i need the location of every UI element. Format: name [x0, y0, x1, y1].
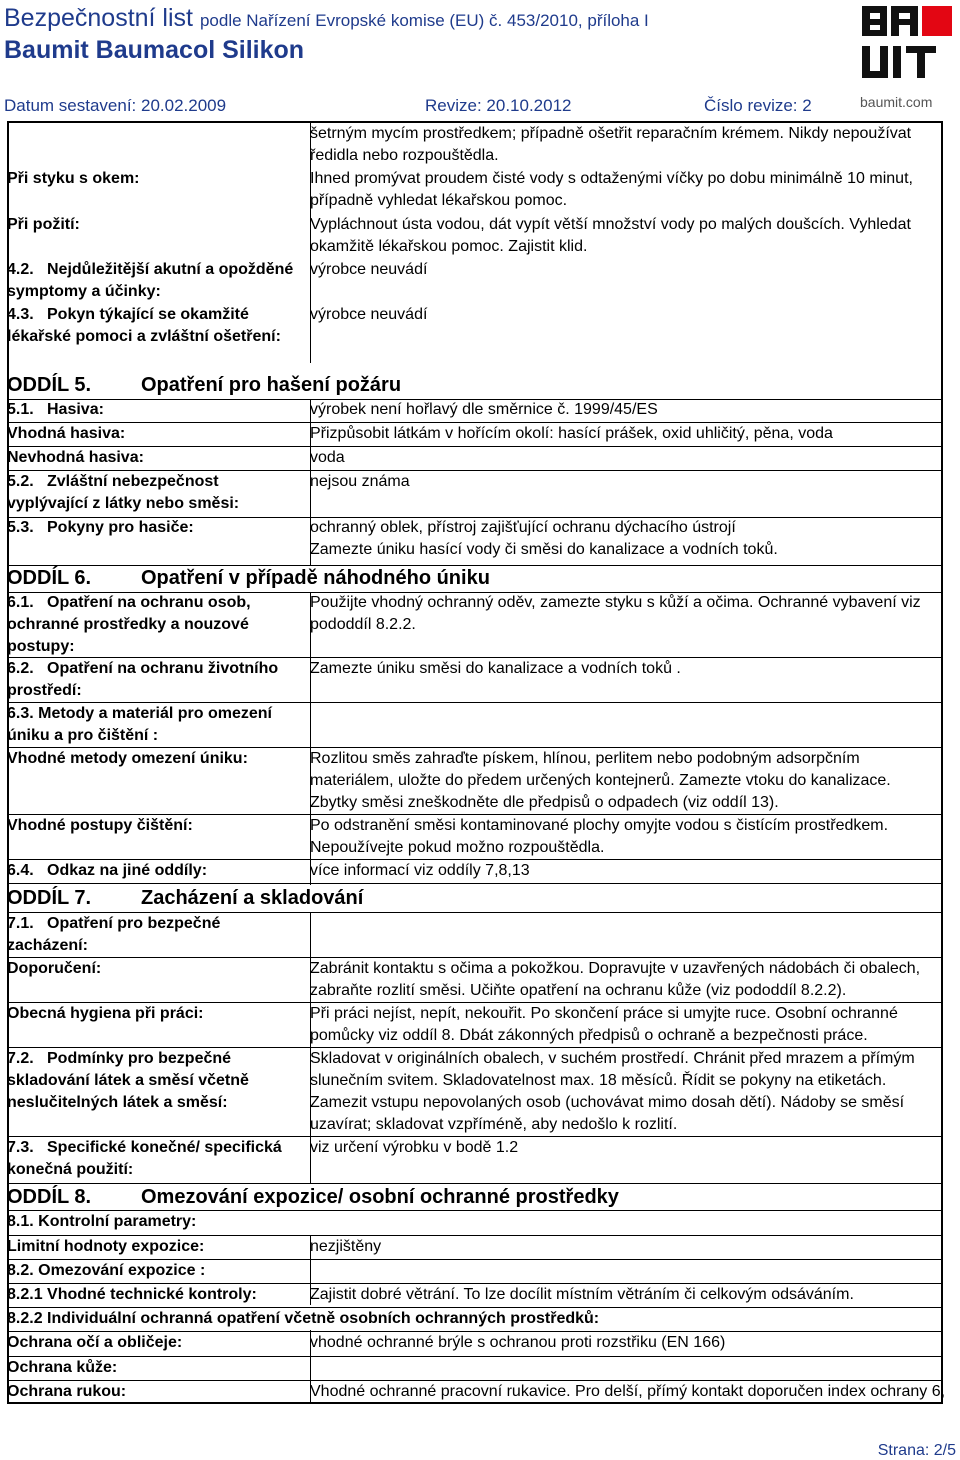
logo-website: baumit.com [860, 94, 933, 110]
eye-contact-label: Při styku s okem: [7, 170, 140, 187]
item-title: Opatření pro bezpečné zacházení: [7, 915, 221, 954]
hygiene-label: Obecná hygiena při práci: [7, 1005, 204, 1022]
medical-attention-value: výrobce neuvádí [310, 306, 428, 323]
other-sections-value: více informací viz oddíly 7,8,13 [310, 862, 530, 879]
item-number: 7.3. [7, 1139, 34, 1156]
item-title: Zvláštní nebezpečnost vyplývající z látky nebo směsi: [7, 473, 240, 512]
eye-contact-value: Ihned promývat proudem čisté vody s odtaženými víčky po dobu minimálně 10 minut, případně vyhledat lékařskou pomoc. [310, 170, 913, 209]
hand-protection-label: Ochrana rukou: [7, 1383, 127, 1400]
recommendation-label: Doporučení: [7, 960, 102, 977]
firefighter-advice-line-1: ochranný oblek, přístroj zajišťující ochranu dýchacího ústrojí [310, 519, 736, 536]
extinguishing-media-value: výrobek není hořlavý dle směrnice č. 1999/45/ES [310, 401, 658, 418]
ingestion-value: Vypláchnout ústa vodou, dát vypít větší množství vody po malých doušcích. Vyhledat okamžitě lékařskou pomoc. Zajistit klid. [310, 216, 911, 255]
containment-label: Vhodné metody omezení úniku: [7, 750, 248, 767]
item-title: Hasiva: [47, 401, 104, 418]
revision-date: Revize: 20.10.2012 [425, 96, 572, 115]
other-sections-label [7, 860, 297, 882]
storage-conditions-value: Skladovat v originálních obalech, v suchém prostředí. Chránit před mrazem a přímým slunečním svitem. Skladovatelnost max. 18 měsíců. Řídit se pokyny na etiketách. Zamezit vstupu nepovolaných osob (uchovávat mimo dosah dětí). Nádoby se směsí uzavírat; skladovat vzpříméně, aby nedošlo k rozlití. [310, 1050, 915, 1133]
exposure-limits-value: nezjištěny [310, 1238, 382, 1255]
ingestion-label: Při požití: [7, 216, 80, 233]
unsuitable-media-label: Nevhodná hasiva: [7, 449, 144, 466]
item-number: 7.2. [7, 1050, 34, 1067]
engineering-controls-label: 8.2.1 Vhodné technické kontroly: [7, 1286, 257, 1303]
safe-handling-label [7, 913, 297, 957]
containment-value: Rozlitou směs zahraďte pískem, hlínou, perlitem nebo podobným adsorpčním materiálem, uložte do předem určených kontejnerů. Zamezte vtoku do kanalizace. Zbytky směsi zneškodněte dle předpisů o odpadech (viz oddíl 13). [310, 750, 891, 811]
cleanup-label: Vhodné postupy čištění: [7, 817, 193, 834]
suitable-media-label: Vhodná hasiva: [7, 425, 126, 442]
suitable-media-value: Přizpůsobit látkám v hořícím okolí: hasící prášek, oxid uhličitý, pěna, voda [310, 425, 833, 442]
item-title: Pokyny pro hasiče: [47, 519, 194, 536]
item-title: Pokyn týkající se okamžité lékařské pomoci a zvláštní ošetření: [7, 306, 281, 345]
section-title: Zacházení a skladování [141, 887, 364, 909]
item-number: 5.1. [7, 401, 34, 418]
page-number: Strana: 2/5 [877, 1442, 956, 1459]
skin-protection-label: Ochrana kůže: [7, 1359, 118, 1376]
document-title [4, 4, 649, 33]
specific-end-use-label [7, 1137, 297, 1181]
item-number: 6.2. [7, 660, 34, 677]
section-title: Omezování expozice/ osobní ochranné prostředky [141, 1186, 619, 1208]
product-name: Baumit Baumacol Silikon [4, 36, 305, 64]
skin-contact-continued: šetrným mycím prostředkem; případně ošetřit reparačním krémem. Nikdy nepoužívat ředidla nebo rozpouštědla. [310, 125, 912, 164]
revision-number: Číslo revize: 2 [704, 96, 812, 115]
eye-protection-label: Ochrana očí a obličeje: [7, 1334, 183, 1351]
exposure-controls-heading: 8.2. Omezování expozice : [7, 1262, 206, 1279]
personal-precautions-label [7, 592, 297, 658]
section-number: ODDÍL 7. [7, 887, 92, 909]
section-5-heading [7, 373, 401, 397]
item-title: Specifické konečné/ specifická konečná použití: [7, 1139, 282, 1178]
control-parameters-heading: 8.1. Kontrolní parametry: [7, 1213, 197, 1230]
compilation-date: Datum sestavení: 20.02.2009 [4, 96, 227, 115]
unsuitable-media-value: voda [310, 449, 345, 466]
environmental-precautions-label [7, 658, 297, 702]
recommendation-value: Zabránit kontaktu s očima a pokožkou. Dopravujte v uzavřených nádobách či obalech, zabraňte rozlití směsi. Učiňte opatření na ochranu kůže (viz pododdíl 8.2.2). [310, 960, 921, 999]
firefighter-advice-value [310, 517, 930, 561]
eye-protection-value: vhodné ochranné brýle s ochranou proti rozstřiku (EN 166) [310, 1334, 726, 1351]
section-8-heading [7, 1185, 619, 1209]
exposure-limits-label: Limitní hodnoty expozice: [7, 1238, 205, 1255]
medical-attention-label [7, 304, 297, 348]
item-title: Podmínky pro bezpečné skladování látek a směsí včetně neslučitelných látek a směsí: [7, 1050, 249, 1111]
engineering-controls-value: Zajistit dobré větrání. To lze docílit místním větráním či celkovým odsáváním. [310, 1286, 854, 1303]
hygiene-value: Při práci nejíst, nepít, nekouřit. Po skončení práce si umyjte ruce. Osobní ochranné pomůcky viz oddíl 8. Dbát zákonných předpisů o ochraně a bezpečnosti práce. [310, 1005, 898, 1044]
extinguishing-media-label [7, 399, 297, 421]
section-7-heading [7, 886, 363, 910]
row-divider [7, 1183, 943, 1184]
section-title: Opatření v případě náhodného úniku [141, 567, 490, 589]
item-number: 5.3. [7, 519, 34, 536]
section-title: Opatření pro hašení požáru [141, 374, 402, 396]
item-title: Opatření na ochranu životního prostředí: [7, 660, 279, 699]
storage-conditions-label [7, 1048, 297, 1114]
environmental-precautions-value: Zamezte úniku směsi do kanalizace a vodních toků . [310, 660, 681, 677]
document-title-text: Bezpečnostní list [4, 4, 193, 32]
cleanup-value: Po odstranění směsi kontaminované plochy omyjte vodou s čistícím prostředkem. Nepoužívejte pokud možno rozpouštědla. [310, 817, 889, 856]
item-title: Nejdůležitější akutní a opožděné symptomy a účinky: [7, 261, 294, 300]
symptoms-label [7, 259, 297, 303]
item-number: 4.2. [7, 261, 34, 278]
item-number: 6.1. [7, 594, 34, 611]
individual-protection-heading: 8.2.2 Individuální ochranná opatření včetně osobních ochranných prostředků: [7, 1310, 600, 1327]
personal-precautions-value: Použijte vhodný ochranný oděv, zamezte styku s kůží a očima. Ochranné vybavení viz pododdíl 8.2.2. [310, 594, 921, 633]
item-number: 4.3. [7, 306, 34, 323]
section-6-heading [7, 566, 490, 590]
item-number: 5.2. [7, 473, 34, 490]
firefighter-advice-label [7, 517, 297, 539]
firefighter-advice-line-2: Zamezte úniku hasící vody či směsi do kanalizace a vodních toků. [310, 541, 778, 558]
item-number: 6.4. [7, 862, 34, 879]
row-divider [7, 883, 943, 884]
item-title: Odkaz na jiné oddíly: [47, 862, 208, 879]
section-number: ODDÍL 5. [7, 374, 92, 396]
special-hazards-value: nejsou známa [310, 473, 410, 490]
document-subtitle: podle Nařízení Evropské komise (EU) č. 453/2010, příloha I [199, 11, 649, 30]
symptoms-value: výrobce neuvádí [310, 261, 428, 278]
specific-end-use-value: viz určení výrobku v bodě 1.2 [310, 1139, 519, 1156]
section-number: ODDÍL 6. [7, 567, 92, 589]
item-title: Opatření na ochranu osob, ochranné prostředky a nouzové postupy: [7, 594, 251, 655]
hand-protection-value: Vhodné ochranné pracovní rukavice. Pro delší, přímý kontakt doporučen index ochrany 6, [310, 1383, 946, 1400]
containment-methods-heading: 6.3. Metody a materiál pro omezení úniku a pro čištění : [7, 705, 272, 744]
section-number: ODDÍL 8. [7, 1186, 92, 1208]
item-number: 7.1. [7, 915, 34, 932]
special-hazards-label [7, 471, 297, 515]
